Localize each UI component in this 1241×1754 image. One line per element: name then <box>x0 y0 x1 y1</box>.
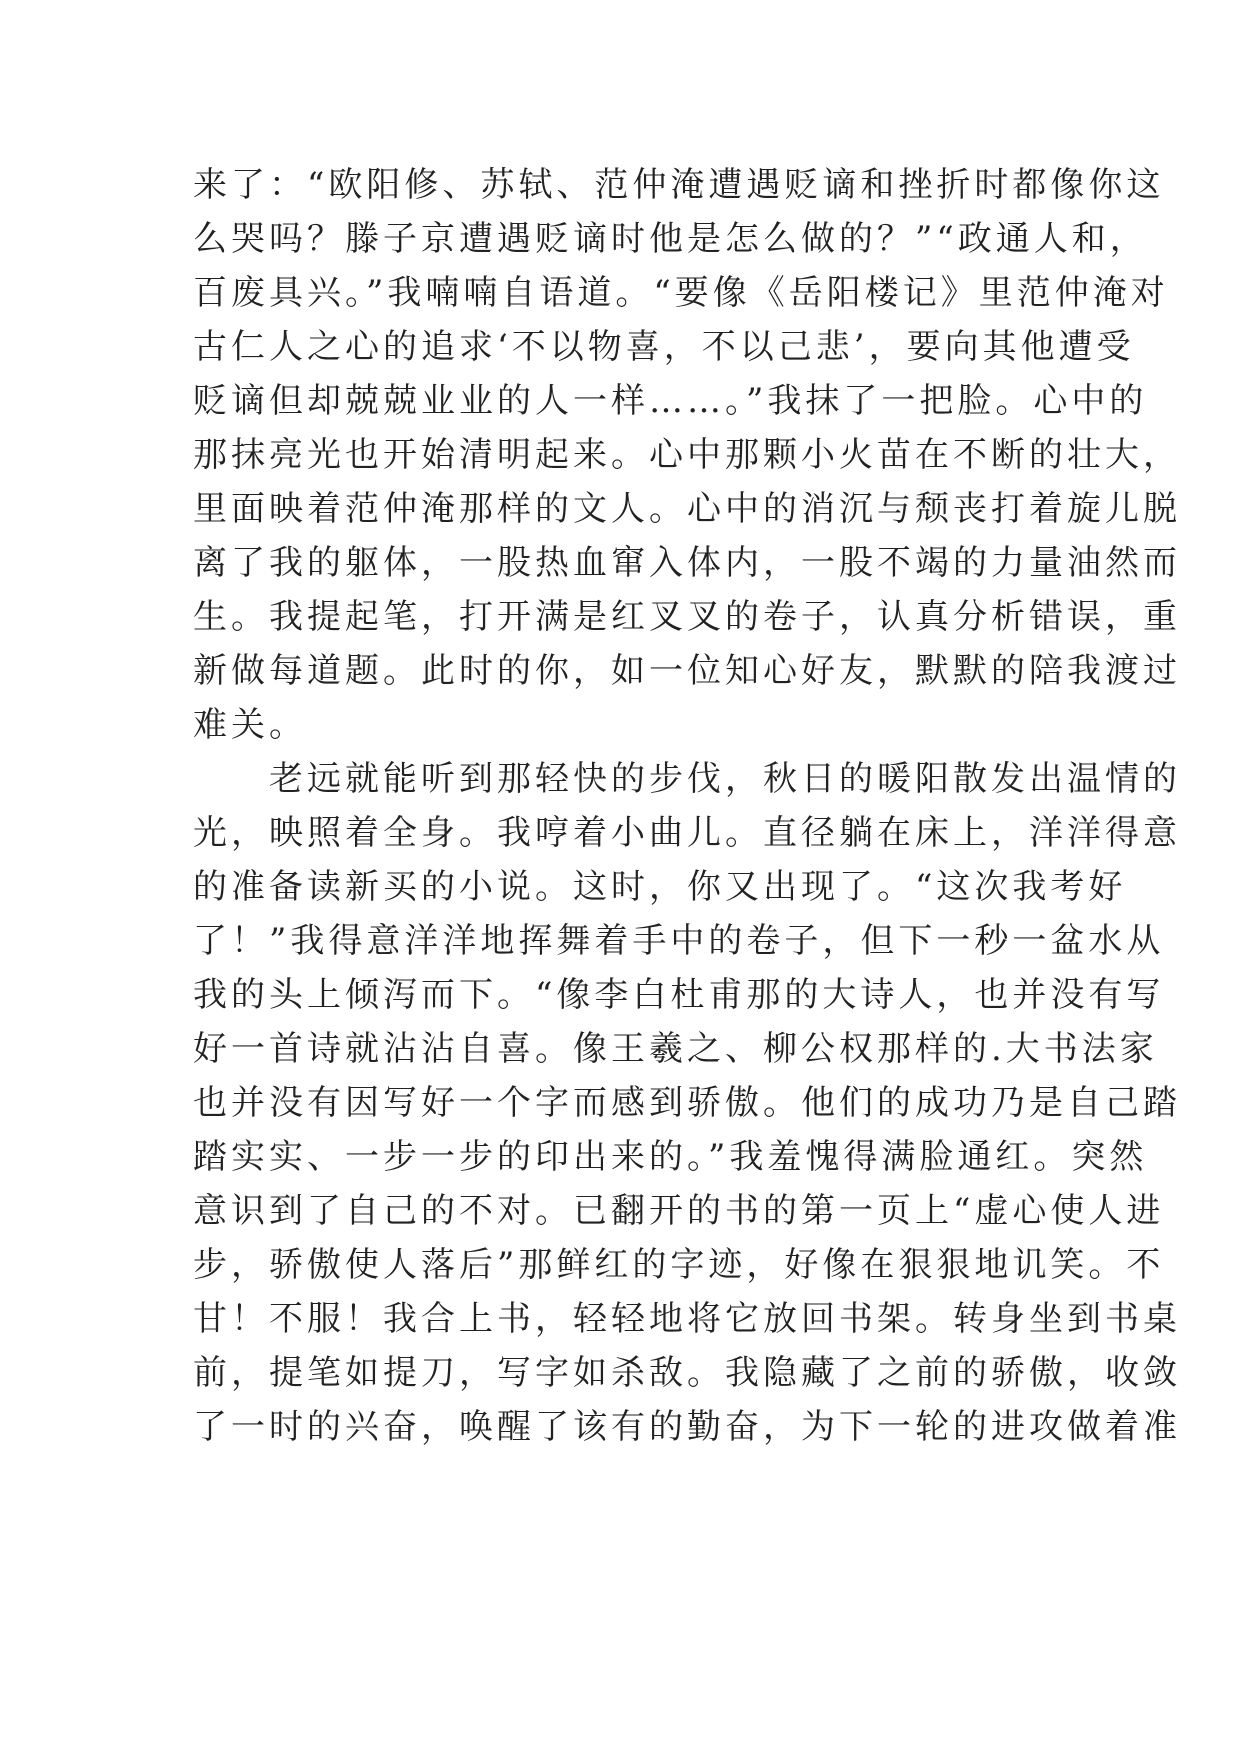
text-line: 踏实实、一步一步的印出来的。”我羞愧得满脸通红。突然 <box>193 1137 1148 1177</box>
text-line: 新做每道题。此时的你，如一位知心好友，默默的陪我渡过 <box>193 651 1181 691</box>
text-line: 甘！不服！我合上书，轻轻地将它放回书架。转身坐到书桌 <box>193 1299 1181 1339</box>
text-line: 我的头上倾泻而下。“像李白杜甫那的大诗人，也并没有写 <box>193 975 1165 1015</box>
text-line: 了！”我得意洋洋地挥舞着手中的卷子，但下一秒一盆水从 <box>193 921 1165 961</box>
document-body <box>193 158 1181 1454</box>
paragraph-1 <box>193 158 1181 752</box>
text-line: 那抹亮光也开始清明起来。心中那颗小火苗在不断的壮大， <box>193 435 1181 475</box>
paragraph-2 <box>193 752 1181 1454</box>
text-line: 生。我提起笔，打开满是红叉叉的卷子，认真分析错误，重 <box>193 597 1181 637</box>
text-line: 光，映照着全身。我哼着小曲儿。直径躺在床上，洋洋得意 <box>193 813 1181 853</box>
text-line: 来了：“欧阳修、苏轼、范仲淹遭遇贬谪和挫折时都像你这 <box>193 165 1165 205</box>
text-line: 离了我的躯体，一股热血窜入体内，一股不竭的力量油然而 <box>193 543 1181 583</box>
text-line: 老远就能听到那轻快的步伐，秋日的暖阳散发出温情的 <box>193 759 1181 799</box>
text-line: 百废具兴。”我喃喃自语道。“要像《岳阳楼记》里范仲淹对 <box>193 273 1169 313</box>
text-line: 难关。 <box>193 705 307 745</box>
text-line: 意识到了自己的不对。已翻开的书的第一页上“虚心使人进 <box>193 1191 1165 1231</box>
text-line: 么哭吗？滕子京遭遇贬谪时他是怎么做的？”“政通人和， <box>193 219 1148 259</box>
text-line: 里面映着范仲淹那样的文人。心中的消沉与颓丧打着旋儿脱 <box>193 489 1181 529</box>
text-line: 前，提笔如提刀，写字如杀敌。我隐藏了之前的骄傲，收敛 <box>193 1353 1181 1393</box>
text-line: 好一首诗就沾沾自喜。像王羲之、柳公权那样的.大书法家 <box>193 1029 1158 1069</box>
text-line: 步，骄傲使人落后”那鲜红的字迹，好像在狠狠地讥笑。不 <box>193 1245 1165 1285</box>
text-line: 也并没有因写好一个字而感到骄傲。他们的成功乃是自己踏 <box>193 1083 1181 1123</box>
text-line: 的准备读新买的小说。这时，你又出现了。“这次我考好 <box>193 867 1127 907</box>
text-line: 贬谪但却兢兢业业的人一样……。”我抹了一把脸。心中的 <box>193 381 1148 421</box>
text-line: 古仁人之心的追求‘不以物喜，不以己悲’，要向其他遭受 <box>193 327 1135 367</box>
text-line: 了一时的兴奋，唤醒了该有的勤奋，为下一轮的进攻做着准 <box>193 1407 1181 1447</box>
